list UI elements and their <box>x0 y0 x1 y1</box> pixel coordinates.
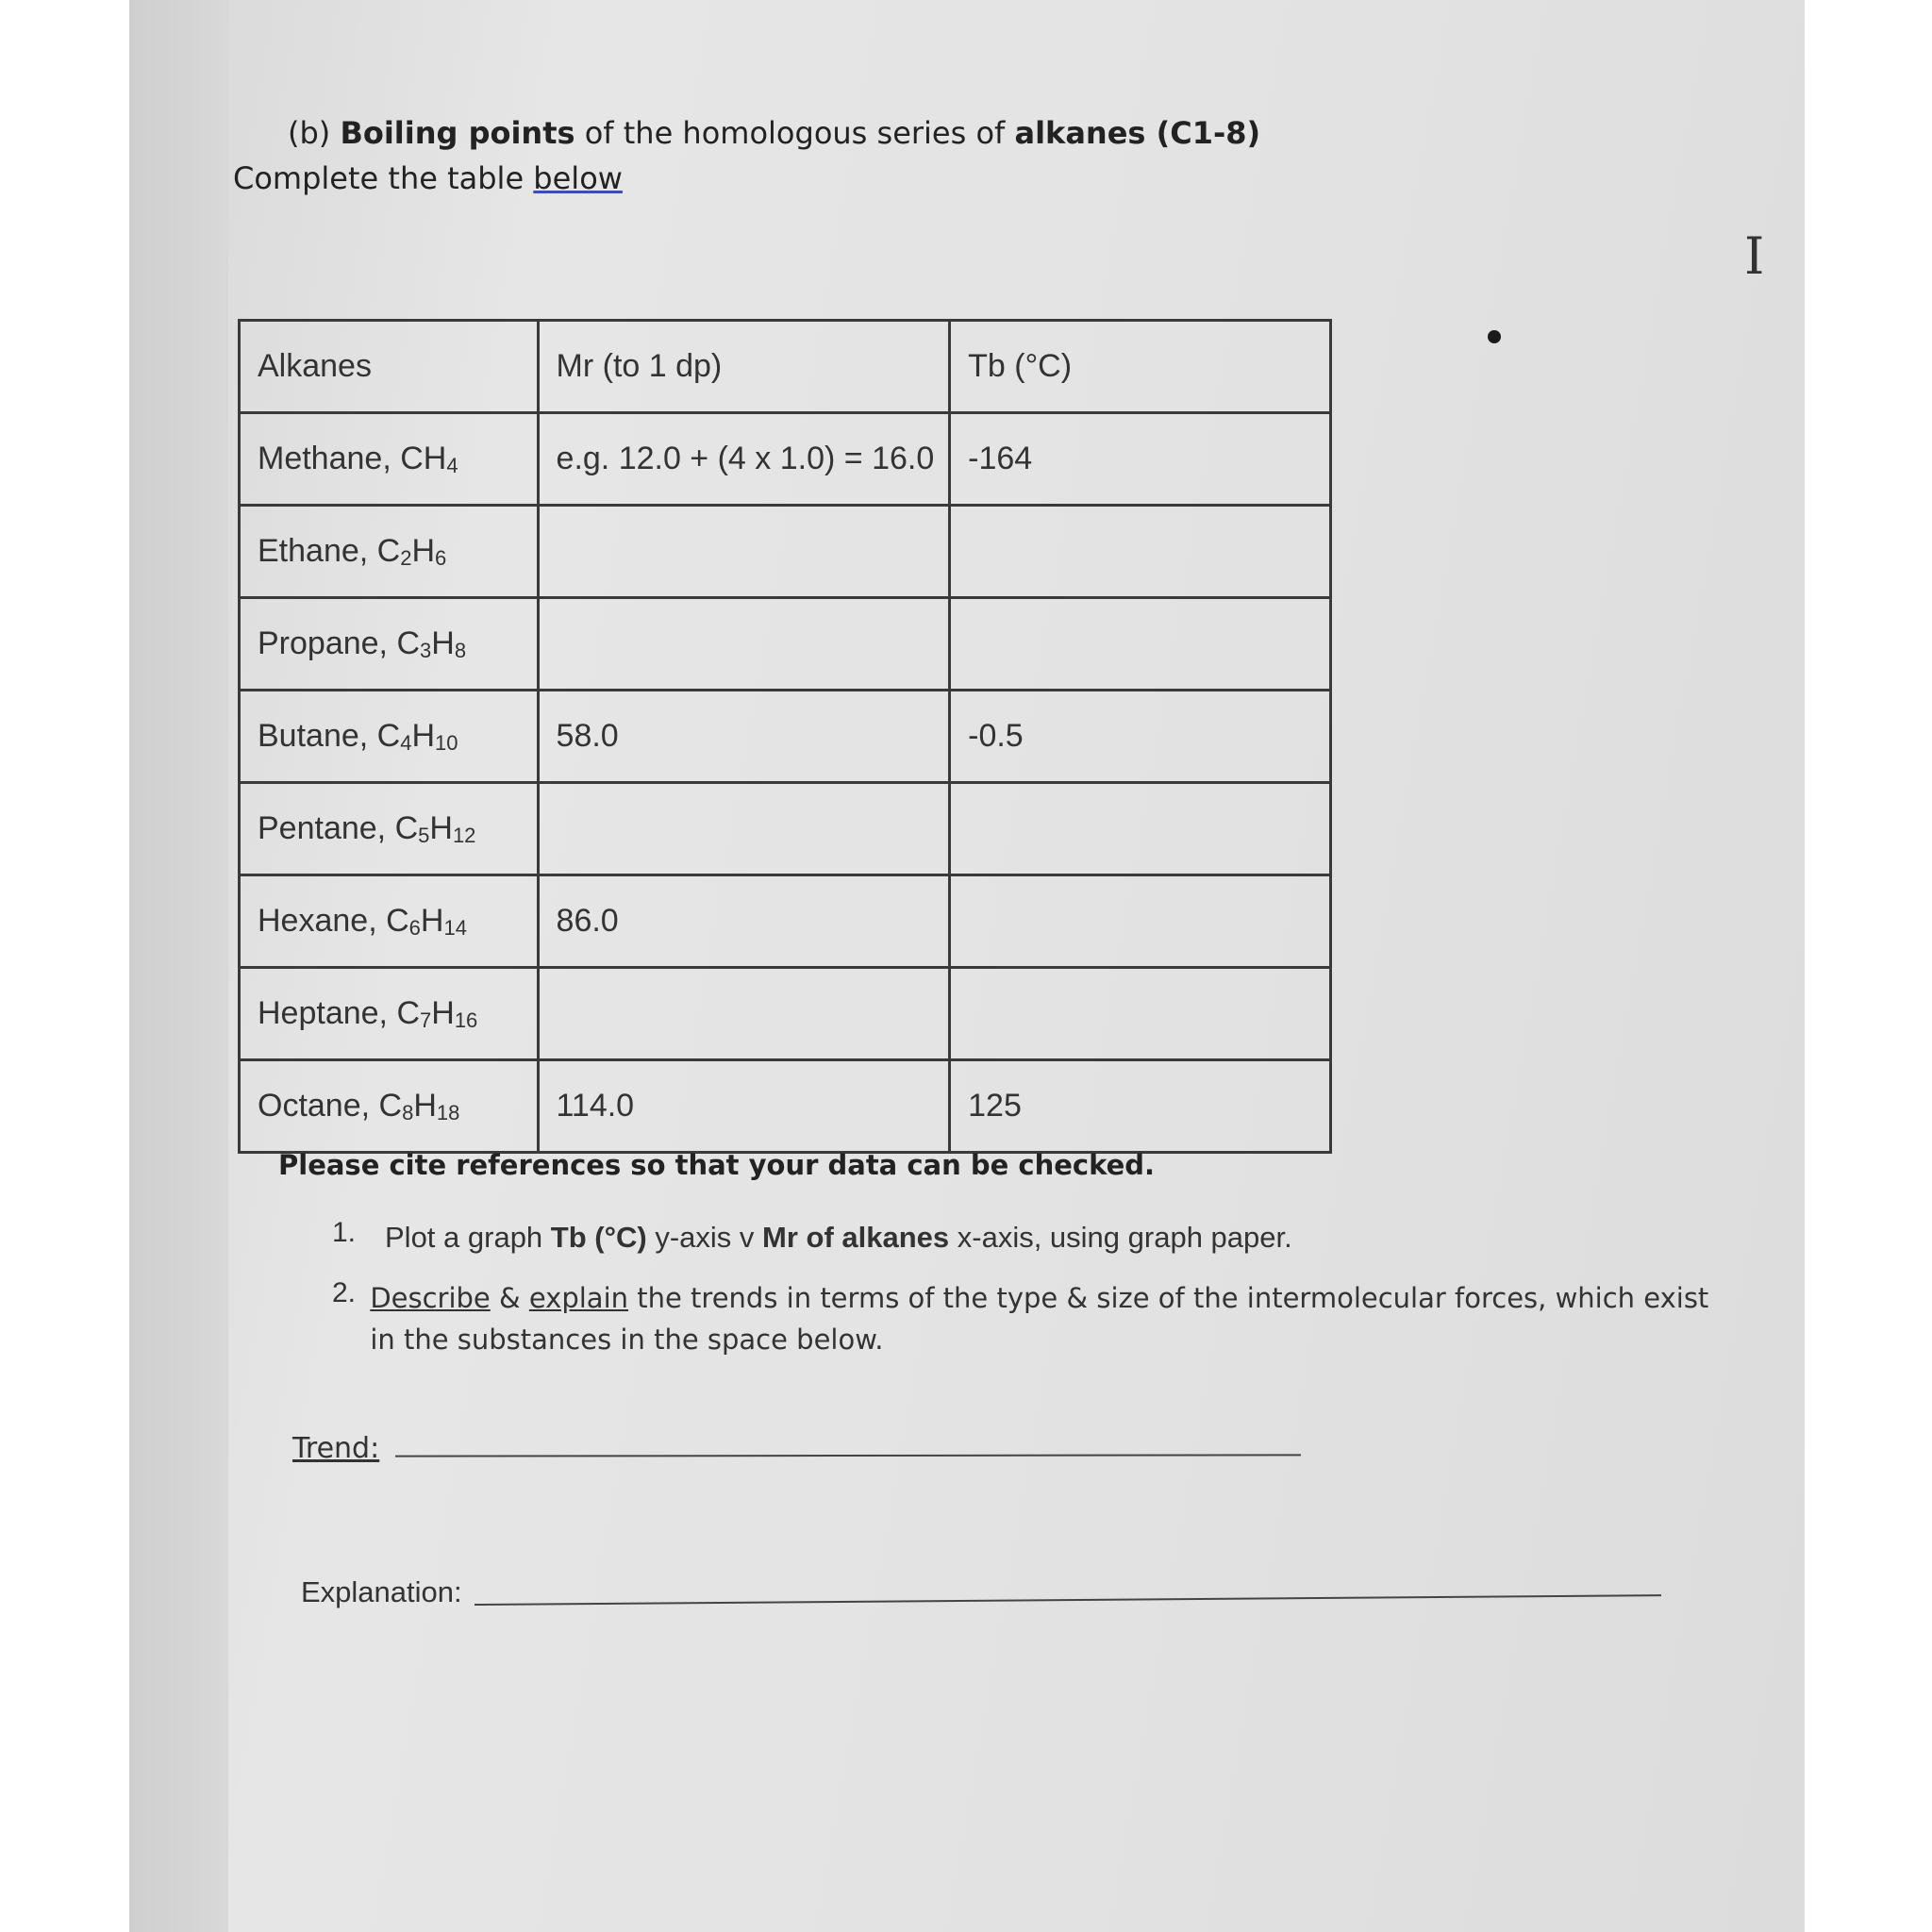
trend-label: Trend: <box>292 1432 380 1465</box>
formula-subscript: 6 <box>408 915 421 940</box>
formula-h: H <box>431 994 455 1031</box>
alkane-name-cell <box>240 598 539 691</box>
formula-subscript: 12 <box>452 823 476 847</box>
formula-subscript: 4 <box>446 453 458 477</box>
explain-underlined: explain <box>528 1282 629 1314</box>
below-link[interactable]: below <box>533 160 623 196</box>
alkane-name: Pentane, C <box>258 809 419 846</box>
table-row <box>240 598 1331 691</box>
text-cursor-icon: I <box>1744 226 1765 286</box>
list-item <box>332 1217 1709 1258</box>
formula-h: H <box>429 809 453 846</box>
formula-subscript: 18 <box>436 1100 460 1124</box>
instruction-complete-table <box>233 160 623 196</box>
stray-dot-mark <box>1488 330 1501 343</box>
formula-subscript: 5 <box>418 823 430 847</box>
tb-cell[interactable] <box>950 783 1331 875</box>
alkane-name: Ethane, C <box>258 532 401 569</box>
list-number: 1. <box>332 1217 357 1248</box>
heading-bold-alkanes: alkanes (C1-8) <box>1014 115 1261 151</box>
tb-cell[interactable]: -0.5 <box>950 691 1331 783</box>
formula-h: H <box>411 717 436 754</box>
instr-text-part: y-axis v <box>646 1221 763 1254</box>
alkane-name-cell <box>240 968 539 1060</box>
tb-cell[interactable] <box>950 968 1331 1060</box>
instr-text-part: Plot a graph <box>385 1221 551 1254</box>
alkane-name-cell <box>240 691 539 783</box>
tb-cell[interactable]: 125 <box>950 1060 1331 1153</box>
instr-text-part: & <box>490 1282 529 1314</box>
explanation-answer-line[interactable] <box>475 1594 1661 1606</box>
explanation-label: Explanation: <box>301 1575 462 1608</box>
formula-h: H <box>411 532 436 569</box>
header-tb: Tb (°C) <box>950 321 1331 413</box>
header-mr: Mr (to 1 dp) <box>538 321 950 413</box>
formula-h: H <box>420 902 444 939</box>
tb-cell[interactable] <box>950 875 1331 968</box>
page-edge-shade <box>129 0 228 1932</box>
alkane-name-cell <box>240 413 539 506</box>
heading-bold-boiling-points: Boiling points <box>340 115 575 151</box>
heading-prefix: (b) <box>288 115 341 151</box>
formula-h: H <box>431 625 455 661</box>
cite-references-note: Please cite references so that your data can be checked. <box>278 1149 1156 1181</box>
header-alkanes: Alkanes <box>240 321 539 413</box>
list-item <box>332 1277 1709 1360</box>
table-row <box>240 783 1331 875</box>
alkane-name-cell <box>240 1060 539 1153</box>
describe-underlined: Describe <box>370 1282 491 1314</box>
alkane-name-cell <box>240 783 539 875</box>
alkane-name-cell <box>240 875 539 968</box>
list-number: 2. <box>332 1277 357 1308</box>
formula-subscript: 10 <box>435 730 458 755</box>
table-row <box>240 1060 1331 1153</box>
mr-cell[interactable] <box>538 598 950 691</box>
formula-subscript: 8 <box>402 1100 414 1124</box>
alkane-name: Butane, C <box>258 717 401 754</box>
mr-cell[interactable]: e.g. 12.0 + (4 x 1.0) = 16.0 <box>538 413 950 506</box>
table-row <box>240 968 1331 1060</box>
mr-cell[interactable] <box>538 968 950 1060</box>
instr-bold-mr: Mr of alkanes <box>762 1221 950 1254</box>
alkanes-table <box>238 319 1332 1154</box>
heading-middle: of the homologous series of <box>575 115 1015 151</box>
formula-subscript: 16 <box>454 1008 478 1032</box>
mr-cell[interactable]: 58.0 <box>538 691 950 783</box>
tb-cell[interactable] <box>950 598 1331 691</box>
table-row <box>240 691 1331 783</box>
section-heading <box>288 115 1260 151</box>
alkane-name: Methane, CH <box>258 440 447 476</box>
mr-cell[interactable] <box>538 506 950 598</box>
alkane-name: Heptane, C <box>258 994 420 1031</box>
tb-cell[interactable] <box>950 506 1331 598</box>
formula-subscript: 2 <box>400 545 412 570</box>
instr-bold-tb: Tb (°C) <box>550 1221 647 1254</box>
alkane-name: Hexane, C <box>258 902 409 939</box>
trend-answer-line[interactable] <box>395 1454 1301 1457</box>
formula-subscript: 8 <box>454 638 467 662</box>
table-row <box>240 875 1331 968</box>
document-page <box>129 0 1805 1932</box>
instructions-list <box>332 1217 1709 1379</box>
alkane-name: Octane, C <box>258 1087 403 1124</box>
alkane-name-cell <box>240 506 539 598</box>
mr-cell[interactable]: 114.0 <box>538 1060 950 1153</box>
instr-text-part: the trends in terms of the type & size of the intermolecular forces, which exist in the substances in the space below. <box>370 1282 1709 1356</box>
formula-h: H <box>413 1087 437 1124</box>
formula-subscript: 7 <box>420 1008 432 1032</box>
formula-subscript: 6 <box>435 545 447 570</box>
subheading-text: Complete the table <box>233 160 534 196</box>
alkane-name: Propane, C <box>258 625 420 661</box>
instruction-describe-explain <box>370 1277 1709 1360</box>
table-header-row <box>240 321 1331 413</box>
table-row <box>240 506 1331 598</box>
formula-subscript: 4 <box>400 730 412 755</box>
formula-subscript: 3 <box>420 638 432 662</box>
formula-subscript: 14 <box>443 915 467 940</box>
tb-cell[interactable]: -164 <box>950 413 1331 506</box>
instruction-plot-graph <box>385 1217 1292 1258</box>
mr-cell[interactable]: 86.0 <box>538 875 950 968</box>
table-row <box>240 413 1331 506</box>
instr-text-part: x-axis, using graph paper. <box>949 1221 1292 1254</box>
mr-cell[interactable] <box>538 783 950 875</box>
